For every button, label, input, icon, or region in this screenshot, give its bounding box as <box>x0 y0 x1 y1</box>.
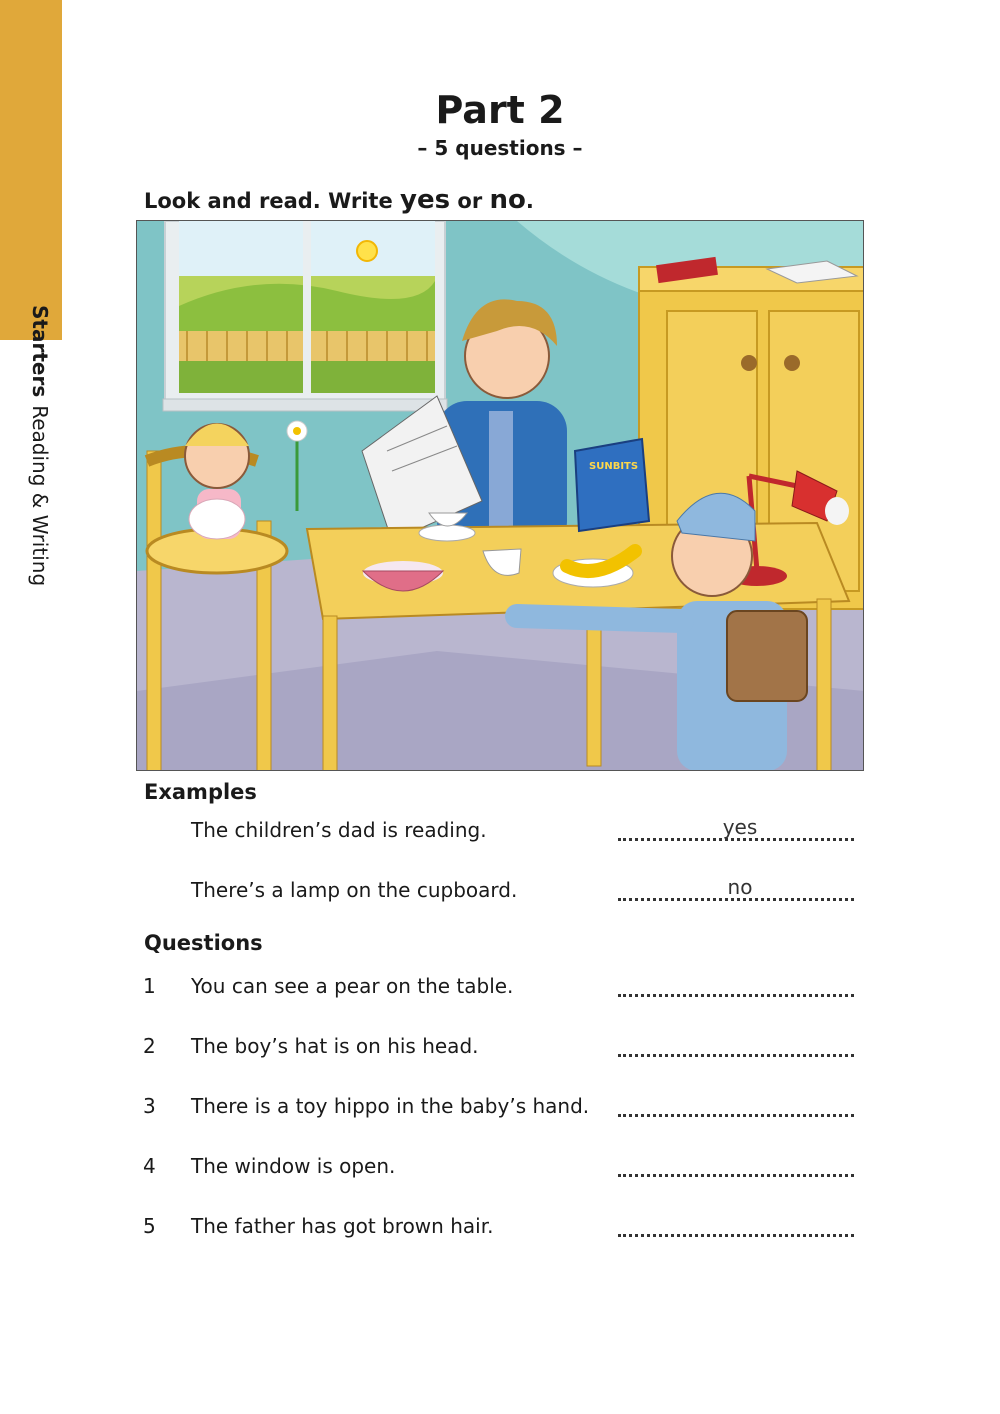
question-2-number: 2 <box>143 1034 156 1058</box>
example-2-answer-line <box>618 898 854 901</box>
question-4-answer-line[interactable] <box>618 1174 854 1177</box>
cereal-box <box>575 439 649 531</box>
instruction-or: or <box>450 189 490 213</box>
cereal-box-label: SUNBITS <box>589 461 639 472</box>
side-tab-label <box>28 305 52 586</box>
instruction-no: no <box>489 185 526 215</box>
side-tab <box>0 0 62 340</box>
question-5-text: The father has got brown hair. <box>191 1214 494 1238</box>
instruction <box>144 185 534 215</box>
question-3-text: There is a toy hippo in the baby’s hand. <box>191 1094 590 1118</box>
question-2-answer-line[interactable] <box>618 1054 854 1057</box>
question-1-number: 1 <box>143 974 156 998</box>
question-2-text: The boy’s hat is on his head. <box>191 1034 479 1058</box>
questions-heading: Questions <box>144 931 263 955</box>
side-tab-level: Starters <box>28 305 52 398</box>
question-3-answer-line[interactable] <box>618 1114 854 1117</box>
question-4-text: The window is open. <box>191 1154 396 1178</box>
example-1-answer: yes <box>722 815 758 839</box>
page-subtitle: – 5 questions – <box>417 136 583 160</box>
question-5-answer-line[interactable] <box>618 1234 854 1237</box>
question-3-number: 3 <box>143 1094 156 1118</box>
page-title: Part 2 <box>435 88 565 132</box>
kitchen-illustration <box>136 220 864 771</box>
question-4-number: 4 <box>143 1154 156 1178</box>
example-2-answer: no <box>727 875 753 899</box>
question-5-number: 5 <box>143 1214 156 1238</box>
instruction-yes: yes <box>400 185 451 215</box>
question-1-text: You can see a pear on the table. <box>191 974 514 998</box>
instruction-suffix: . <box>525 189 534 213</box>
side-tab-skill: Reading & Writing <box>28 405 52 587</box>
question-1-answer-line[interactable] <box>618 994 854 997</box>
instruction-prefix: Look and read. Write <box>144 189 401 213</box>
example-1-text: The children’s dad is reading. <box>191 818 487 842</box>
window <box>163 221 447 411</box>
example-1-answer-line <box>618 838 854 841</box>
example-2-text: There’s a lamp on the cupboard. <box>191 878 518 902</box>
examples-heading: Examples <box>144 780 257 804</box>
